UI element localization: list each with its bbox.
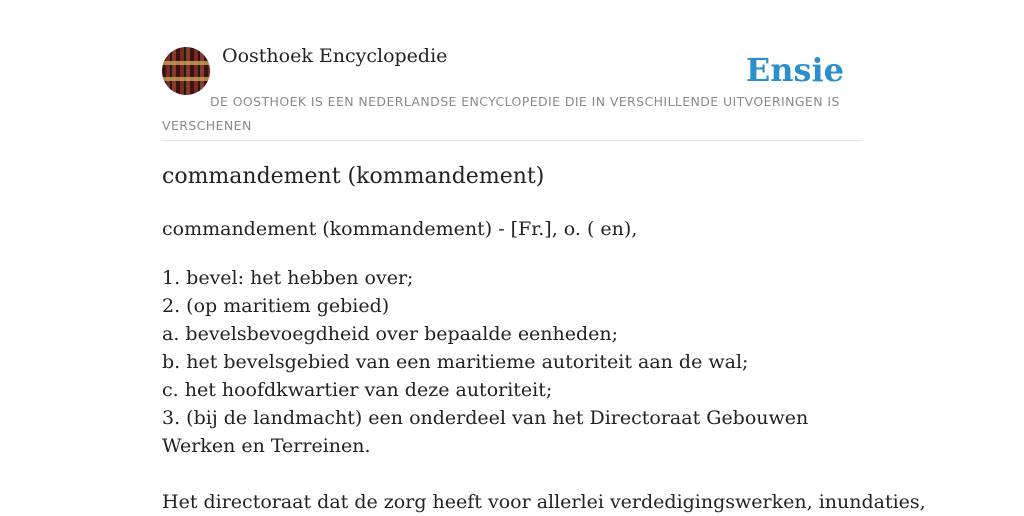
- site-header: [162, 0, 862, 141]
- page-content: [162, 0, 926, 513]
- site-tagline: DE OOSTHOEK IS EEN NEDERLANDSE ENCYCLOPEDIE DIE IN VERSCHILLENDE UITVOERINGEN IS VERSCHENEN: [162, 94, 840, 133]
- definition-line: 1. bevel: het hebben over;: [162, 267, 414, 289]
- ensie-logo-link[interactable]: Ensie: [745, 51, 844, 89]
- definition-line: a. bevelsbevoegdheid over bepaalde eenheden;: [162, 323, 619, 345]
- encyclopedia-avatar[interactable]: [162, 47, 210, 95]
- article-paragraph: Het directoraat dat de zorg heeft voor allerlei verdedigingswerken, inundaties,: [162, 491, 926, 513]
- definition-line: 2. (op maritiem gebied): [162, 295, 390, 317]
- article-lead: commandement (kommandement) - [Fr.], o. ( en),: [162, 218, 638, 240]
- site-title[interactable]: Oosthoek Encyclopedie: [222, 45, 448, 67]
- definition-line: b. het bevelsgebied van een maritieme autoriteit aan de wal;: [162, 351, 749, 373]
- definition-list: [162, 264, 852, 460]
- definition-line: 3. (bij de landmacht) een onderdeel van het Directoraat Gebouwen Werken en Terreinen.: [162, 407, 809, 457]
- article-title: commandement (kommandement): [162, 164, 545, 189]
- definition-line: c. het hoofdkwartier van deze autoriteit;: [162, 379, 553, 401]
